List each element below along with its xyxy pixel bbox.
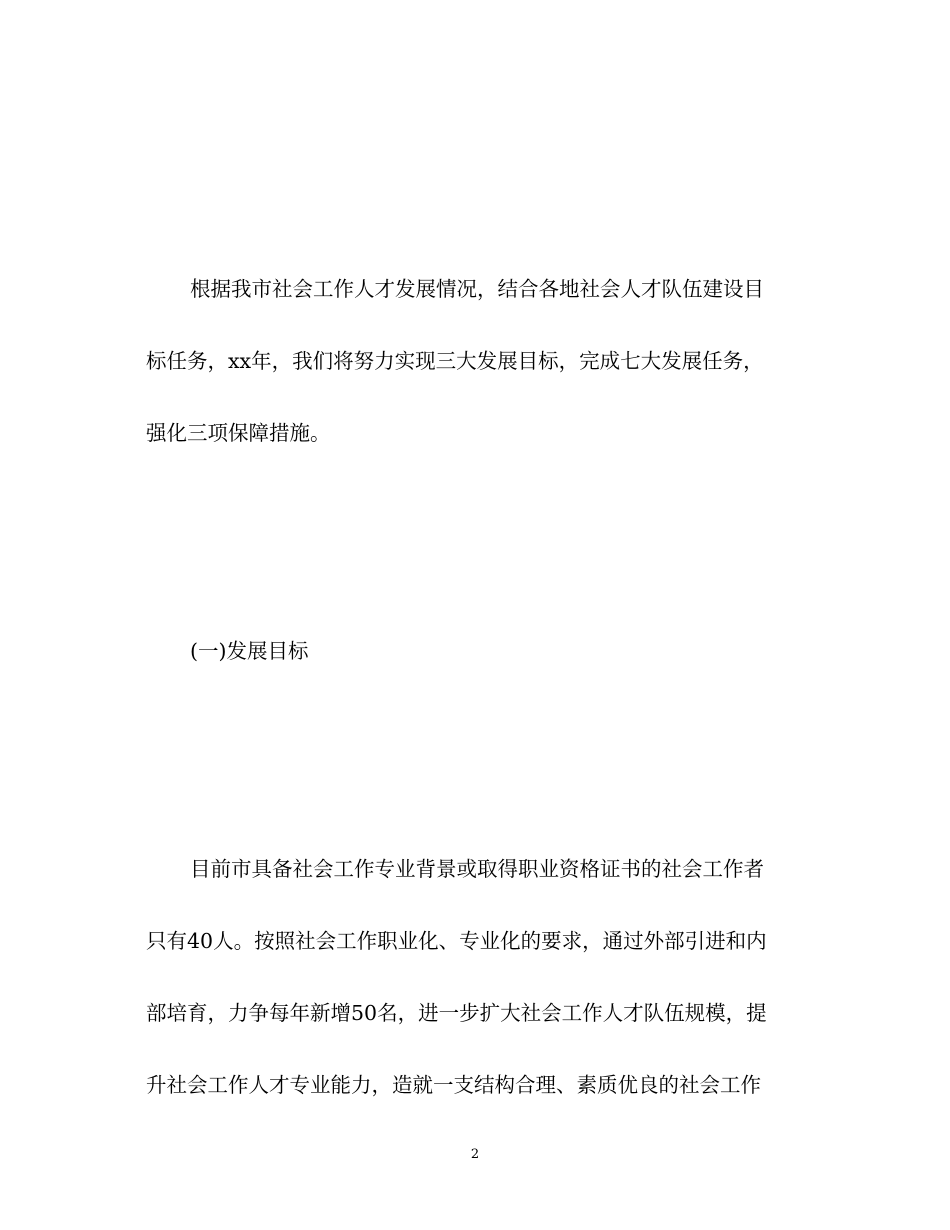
paragraph-2-line-3: 部培育，力争每年新增50名，进一步扩大社会工作人才队伍规模，提 xyxy=(146,1001,767,1025)
page-number: 2 xyxy=(470,1147,480,1162)
paragraph-2-line-1: 目前市具备社会工作专业背景或取得职业资格证书的社会工作者 xyxy=(190,857,764,881)
paragraph-1-line-3: 强化三项保障措施。 xyxy=(146,421,331,445)
section-heading: (一)发展目标 xyxy=(190,639,309,663)
paragraph-2-line-4: 升社会工作人才专业能力，造就一支结构合理、素质优良的社会工作 xyxy=(146,1073,761,1097)
paragraph-2-line-2: 只有40人。按照社会工作职业化、专业化的要求，通过外部引进和内 xyxy=(146,929,767,953)
paragraph-1-line-1: 根据我市社会工作人才发展情况，结合各地社会人才队伍建设目 xyxy=(190,277,764,301)
paragraph-1-line-2: 标任务，xx年，我们将努力实现三大发展目标，完成七大发展任务， xyxy=(146,349,764,373)
